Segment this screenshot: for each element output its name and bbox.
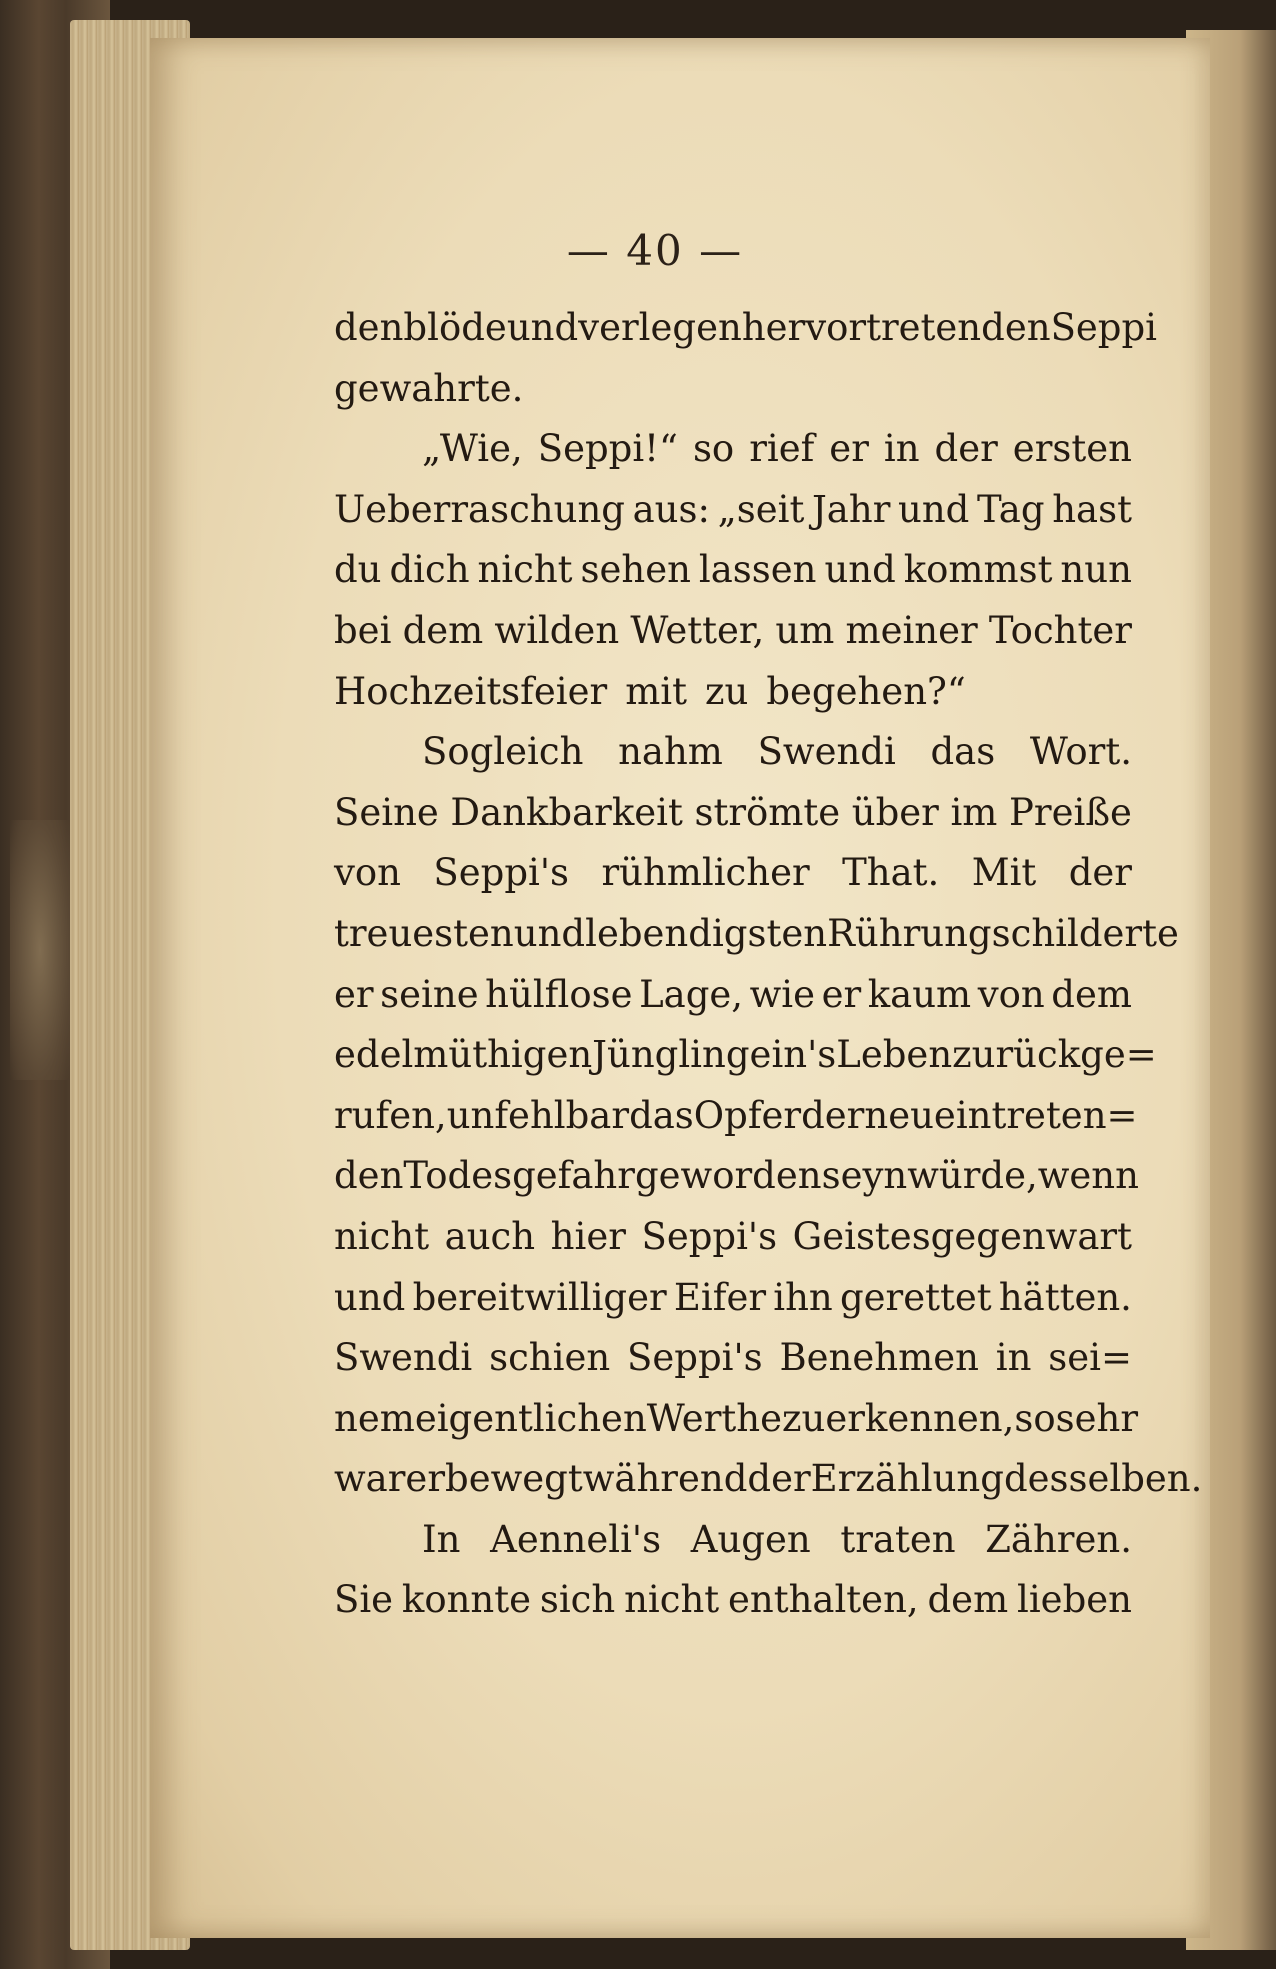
word: Swendi — [757, 730, 896, 774]
word: Tag — [977, 487, 1045, 531]
text-line — [334, 722, 1132, 783]
word: rühmlicher — [601, 851, 810, 895]
word: Ueberraschung — [334, 487, 625, 531]
word: und — [898, 487, 970, 531]
word: war — [334, 1457, 406, 1501]
word: meiner — [845, 608, 978, 652]
word: bei — [334, 608, 392, 652]
word: Hochzeitsfeier — [334, 669, 608, 713]
text-line — [334, 1449, 1203, 1510]
word: Leben — [836, 1033, 953, 1077]
word: Augen — [690, 1517, 811, 1561]
word: seyn — [821, 1154, 908, 1198]
text-line — [334, 1268, 1132, 1329]
word: Werthe — [646, 1396, 782, 1440]
word: nicht — [477, 548, 573, 592]
word: desselben. — [1003, 1457, 1203, 1501]
word: ersten — [1012, 427, 1132, 471]
word: rief — [749, 427, 815, 471]
word: hülflose — [485, 972, 633, 1016]
word: neueintreten= — [864, 1093, 1138, 1137]
word: edelmüthigen — [334, 1033, 593, 1077]
word: ihn — [773, 1275, 833, 1319]
word: Mit — [971, 851, 1037, 895]
word: hätten. — [998, 1275, 1132, 1319]
word: zu — [704, 669, 749, 713]
page-number: — 40 — — [566, 226, 744, 275]
word: Preiße — [1009, 790, 1132, 834]
word: er — [334, 972, 374, 1016]
text-line — [334, 843, 1132, 904]
word: der — [747, 1457, 811, 1501]
word: und — [506, 306, 579, 349]
word: er — [829, 427, 869, 471]
word: seine — [380, 972, 479, 1016]
word: dem — [1051, 972, 1132, 1016]
word: und — [334, 1275, 406, 1319]
word: hervortretenden — [741, 306, 1051, 349]
word: Seppi!“ — [537, 427, 678, 471]
text-line — [334, 1207, 1132, 1268]
word: treuesten — [334, 911, 514, 955]
text-line — [334, 1570, 1132, 1631]
word: Seine — [334, 790, 439, 834]
word: lieben — [1017, 1578, 1132, 1622]
word: zu — [781, 1396, 826, 1440]
text-line — [334, 783, 1132, 844]
word: hast — [1052, 487, 1132, 531]
word: der — [801, 1093, 865, 1137]
text-line — [334, 540, 1132, 601]
word: sehr — [1055, 1396, 1139, 1440]
word: Benehmen — [779, 1336, 979, 1380]
text-line — [334, 662, 1132, 723]
word: von — [334, 851, 402, 895]
word: In — [422, 1517, 461, 1561]
text-line — [334, 904, 1179, 965]
word: schien — [489, 1336, 611, 1380]
word: verlegen — [578, 306, 742, 349]
word: Dankbarkeit — [450, 790, 683, 834]
word: so — [1014, 1396, 1056, 1440]
word: sei= — [1048, 1336, 1132, 1380]
word: Wetter, — [630, 608, 765, 652]
text-line — [334, 1328, 1132, 1389]
word: strömte — [694, 790, 841, 834]
word: Opfer — [693, 1093, 802, 1137]
word: auch — [444, 1214, 536, 1258]
text-line — [334, 419, 1132, 480]
word: dich — [389, 548, 470, 592]
word: er — [405, 1457, 446, 1501]
text-line — [334, 1086, 1138, 1147]
word: in's — [771, 1033, 837, 1077]
word: mit — [625, 669, 687, 713]
word: das — [930, 730, 996, 774]
word: nem — [334, 1396, 415, 1440]
word: eigentlichen — [414, 1396, 647, 1440]
word: dem — [927, 1578, 1009, 1622]
word: nicht — [624, 1578, 720, 1622]
word: lebendigsten — [585, 911, 828, 955]
word: der — [1068, 851, 1132, 895]
word: unfehlbar — [446, 1093, 630, 1137]
word: von — [977, 972, 1045, 1016]
text-line — [334, 359, 1132, 420]
word: schilderte — [991, 911, 1179, 955]
word: das — [629, 1093, 694, 1137]
word: Seppi's — [433, 851, 570, 895]
word: Zähren. — [985, 1517, 1132, 1561]
word: in — [883, 427, 920, 471]
word: Rührung — [827, 911, 992, 955]
word: bewegt — [445, 1457, 583, 1501]
text-line — [334, 298, 1158, 359]
word: wilden — [494, 608, 620, 652]
word: über — [851, 790, 939, 834]
word: Seppi's — [627, 1336, 763, 1380]
word: so — [692, 427, 735, 471]
text-line — [334, 1025, 1157, 1086]
word: begehen?“ — [766, 669, 966, 713]
word: Sie — [334, 1578, 394, 1622]
word: kaum — [867, 972, 972, 1016]
word: und — [824, 548, 896, 592]
word: während — [582, 1457, 748, 1501]
word: hier — [550, 1214, 626, 1258]
text-line — [334, 1389, 1139, 1450]
word: Erzählung — [810, 1457, 1004, 1501]
word: Aenneli's — [490, 1517, 662, 1561]
word: Jahr — [811, 487, 891, 531]
text-line — [334, 1510, 1132, 1571]
word: gerettet — [839, 1275, 992, 1319]
word: blöde — [403, 306, 507, 349]
word: nicht — [334, 1214, 430, 1258]
word: dem — [402, 608, 484, 652]
word: den — [334, 306, 404, 349]
word: traten — [840, 1517, 956, 1561]
word: Swendi — [334, 1336, 473, 1380]
word: er — [821, 972, 862, 1016]
word: und — [513, 911, 586, 955]
word: Jünglinge — [592, 1033, 772, 1077]
word: du — [334, 548, 382, 592]
word: Seppi's — [641, 1214, 778, 1258]
text-line — [334, 601, 1132, 662]
word: der — [934, 427, 998, 471]
word: Wort. — [1029, 730, 1132, 774]
word: Seppi — [1050, 306, 1158, 349]
body-text — [334, 298, 1203, 1631]
word: Tochter — [988, 608, 1132, 652]
cover-wear-spot — [10, 820, 70, 1080]
word: den — [334, 1154, 404, 1198]
word: bereitwilliger — [412, 1275, 667, 1319]
word: Geistesgegenwart — [792, 1214, 1132, 1258]
word: nahm — [618, 730, 723, 774]
word: würde, — [907, 1154, 1038, 1198]
word: in — [995, 1336, 1032, 1380]
word: im — [950, 790, 998, 834]
text-line — [334, 480, 1132, 541]
word: erkennen, — [825, 1396, 1015, 1440]
word: lassen — [698, 548, 817, 592]
word: Lage, — [639, 972, 744, 1016]
word: gewahrte. — [334, 366, 524, 410]
word: zurückge= — [952, 1033, 1157, 1077]
word: aus: — [632, 487, 710, 531]
word: sehen — [580, 548, 691, 592]
word: um — [775, 608, 835, 652]
word: nun — [1060, 548, 1132, 592]
word: Todesgefahr — [403, 1154, 635, 1198]
word: wie — [749, 972, 816, 1016]
text-line — [334, 965, 1132, 1026]
word: sich — [539, 1578, 616, 1622]
word: enthalten, — [727, 1578, 919, 1622]
word: wenn — [1037, 1154, 1139, 1198]
word: Sogleich — [422, 730, 584, 774]
word: „seit — [717, 487, 805, 531]
word: geworden — [634, 1154, 822, 1198]
word: That. — [842, 851, 940, 895]
word: kommst — [903, 548, 1053, 592]
word: rufen, — [334, 1093, 447, 1137]
word: „Wie, — [422, 427, 523, 471]
text-line — [334, 1146, 1139, 1207]
word: Eifer — [673, 1275, 767, 1319]
word: konnte — [401, 1578, 532, 1622]
